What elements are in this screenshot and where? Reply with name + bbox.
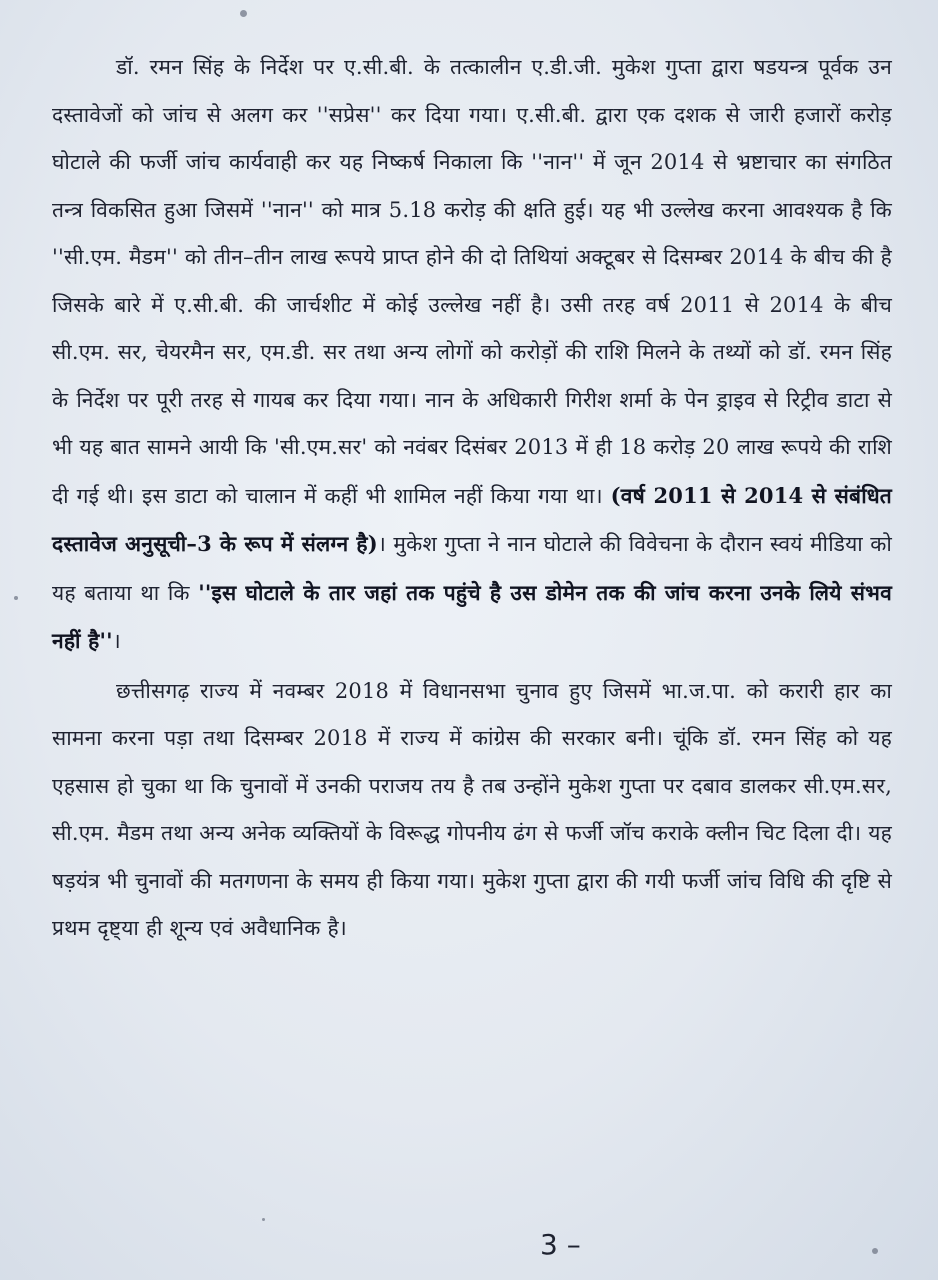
paragraph-1 xyxy=(52,44,892,666)
paper-speck-mark xyxy=(262,1218,265,1221)
paragraph-1-bold-quote: ''इस घोटाले के तार जहां तक पहुंचे है उस डोमेन तक की जांच करना उनके लिये संभव नहीं है'' xyxy=(52,579,892,653)
paragraph-1-segment: । xyxy=(112,629,121,653)
paragraph-2 xyxy=(52,668,892,953)
paper-speck-mark xyxy=(240,10,247,17)
paper-speck-mark xyxy=(872,1248,878,1254)
paper-speck-mark xyxy=(14,596,18,600)
page-number: 3 – xyxy=(540,1228,581,1261)
paragraph-1-segment: डॉ. रमन सिंह के निर्देश पर ए.सी.बी. के तत्कालीन ए.डी.जी. मुकेश गुप्ता द्वारा षडयन्त्र पूर्वक उन दस्तावेजों को जांच से अलग कर ''सप्रेस'' कर दिया गया। ए.सी.बी. द्वारा एक दशक से जारी हजारों करोड़ घोटाले की फर्जी जांच कार्यवाही कर यह निष्कर्ष निकाला कि ''नान'' में जून 2014 से भ्रष्टाचार का संगठित तन्त्र विकसित हुआ जिसमें ''नान'' को मात्र 5.18 करोड़ की क्षति हुई। यह भी उल्लेख करना आवश्यक है कि ''सी.एम. मैडम'' को तीन–तीन लाख रूपये प्राप्त होने की दो तिथियां अक्टूबर से दिसम्बर 2014 के बीच की है जिसके बारे में ए.सी.बी. की जार्चशीट में कोई उल्लेख नहीं है। उसी तरह वर्ष 2011 से 2014 के बीच सी.एम. सर, चेयरमैन सर, एम.डी. सर तथा अन्य लोगों को करोड़ों की राशि मिलने के तथ्यों को डॉ. रमन सिंह के निर्देश पर पूरी तरह से गायब कर दिया गया। नान के अधिकारी गिरीश शर्मा के पेन ड्राइव से रिट्रीव डाटा से भी यह बात सामने आयी कि 'सी.एम.सर' को नवंबर दिसंबर 2013 में ही 18 करोड़ 20 लाख रूपये की राशि दी गई थी। इस डाटा को चालान में कहीं भी शामिल नहीं किया गया था। xyxy=(52,55,892,508)
body-text xyxy=(52,44,892,953)
paragraph-1-bold-annexure: (वर्ष 2011 से 2014 से संबंधित दस्तावेज अनुसूची–3 के रूप में संलग्न है) xyxy=(52,482,892,556)
paragraph-1-segment: । मुकेश गुप्ता ने नान घोटाले की विवेचना के दौरान स्वयं मीडिया को यह बताया था कि xyxy=(52,532,892,605)
paragraph-2-segment: छत्तीसगढ़ राज्य में नवम्बर 2018 में विधानसभा चुनाव हुए जिसमें भा.ज.पा. को करारी हार का सामना करना पड़ा तथा दिसम्बर 2018 में राज्य में कांग्रेस की सरकार बनी। चूंकि डॉ. रमन सिंह को यह एहसास हो चुका था कि चुनावों में उनकी पराजय तय है तब उन्होंने मुकेश गुप्ता पर दबाव डालकर सी.एम.सर, सी.एम. मैडम तथा अन्य अनेक व्यक्तियों के विरूद्ध गोपनीय ढंग से फर्जी जॉच कराके क्लीन चिट दिला दी। यह षड़यंत्र भी चुनावों की मतगणना के समय ही किया गया। मुकेश गुप्ता द्वारा की गयी फर्जी जांच विधि की दृष्टि से प्रथम दृष्ट्या ही शून्य एवं अवैधानिक है। xyxy=(52,678,892,940)
